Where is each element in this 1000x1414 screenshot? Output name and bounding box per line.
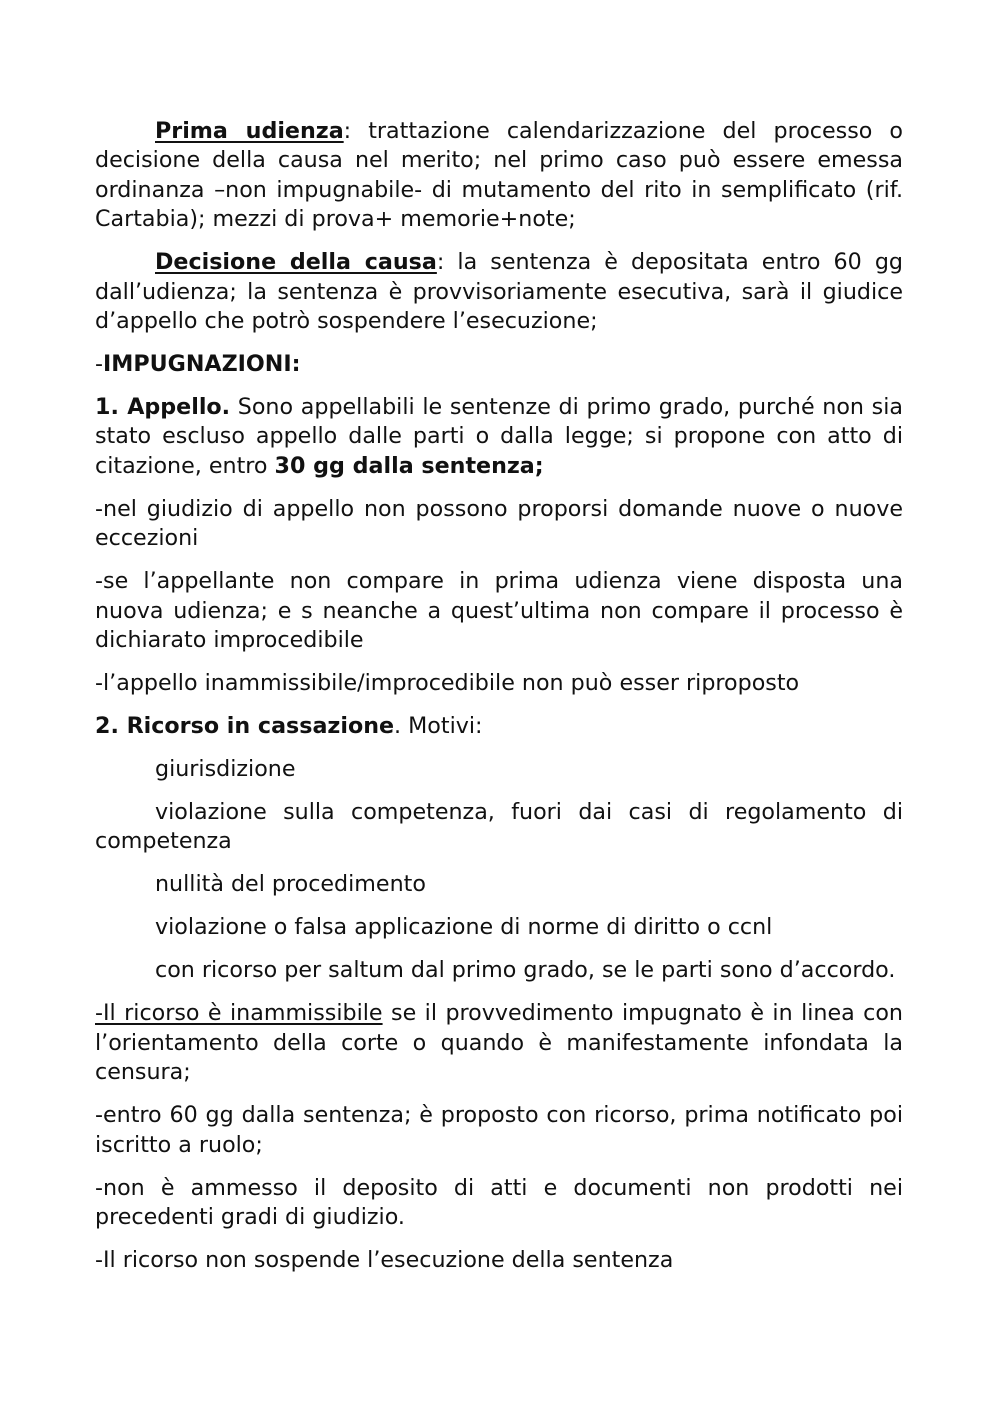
decisione-causa-heading: Decisione della causa <box>155 249 437 276</box>
appello-deadline: 30 gg dalla sentenza; <box>274 452 544 479</box>
motivo-item: violazione o falsa applicazione di norme di diritto o ccnl <box>155 914 773 941</box>
ricorso-point: -Il ricorso non sospende l’esecuzione della sentenza <box>95 1247 674 1274</box>
paragraph-ricorso-cassazione <box>95 712 903 741</box>
ricorso-heading: 2. Ricorso in cassazione <box>95 713 395 740</box>
ricorso-point: -non è ammesso il deposito di atti e documenti non prodotti nei precedenti gradi di giudizio. <box>95 1174 903 1231</box>
impugnazioni-title: IMPUGNAZIONI: <box>103 351 301 378</box>
ricorso-text: . Motivi: <box>394 713 483 740</box>
paragraph-inammissibile <box>95 999 903 1087</box>
paragraph-decisione-causa <box>95 248 903 336</box>
appello-point: -l’appello inammissibile/improcedibile non può esser riproposto <box>95 670 800 697</box>
motivo-item: giurisdizione <box>155 756 296 783</box>
appello-point: -se l’appellante non compare in prima udienza viene disposta una nuova udienza; e s neanche a quest’ultima non compare il processo è dichiarato improcedibile <box>95 568 903 654</box>
ricorso-point: -entro 60 gg dalla sentenza; è proposto con ricorso, prima notificato poi iscritto a ruolo; <box>95 1102 903 1158</box>
impugnazioni-heading <box>95 350 903 379</box>
appello-point: -nel giudizio di appello non possono proporsi domande nuove o nuove eccezioni <box>95 495 903 552</box>
motivo-item: violazione sulla competenza, fuori dai casi di regolamento di competenza <box>95 799 903 855</box>
inammissibile-text: se il provvedimento impugnato è in linea con l’orientamento della corte o quando è manifestamente infondata la censura; <box>95 1000 903 1086</box>
prima-udienza-text: : trattazione calendarizzazione del processo o decisione della causa nel merito; nel primo caso può essere emessa ordinanza –non impugnabile- di mutamento del rito in semplificato (rif. Cartabia); mezzi di prova+ memorie+note; <box>95 118 904 233</box>
paragraph-appello <box>95 393 903 481</box>
document-page <box>95 117 903 1289</box>
appello-heading: 1. Appello. <box>95 394 231 421</box>
decisione-causa-text: : la sentenza è depositata entro 60 gg dall’udienza; la sentenza è provvisoriamente esecutiva, sarà il giudice d’appello che potrò sospendere l’esecuzione; <box>95 249 903 335</box>
prima-udienza-heading: Prima udienza <box>155 118 344 144</box>
motivo-item: con ricorso per saltum dal primo grado, se le parti sono d’accordo. <box>155 957 896 984</box>
appello-text: Sono appellabili le sentenze di primo grado, purché non sia stato escluso appello dalle parti o dalla legge; si propone con atto di citazione, entro <box>95 394 903 479</box>
motivo-item: nullità del procedimento <box>155 871 426 898</box>
paragraph-prima-udienza <box>95 117 903 235</box>
impugnazioni-prefix: - <box>95 351 104 378</box>
inammissibile-heading: -Il ricorso è inammissibile <box>95 1000 383 1027</box>
